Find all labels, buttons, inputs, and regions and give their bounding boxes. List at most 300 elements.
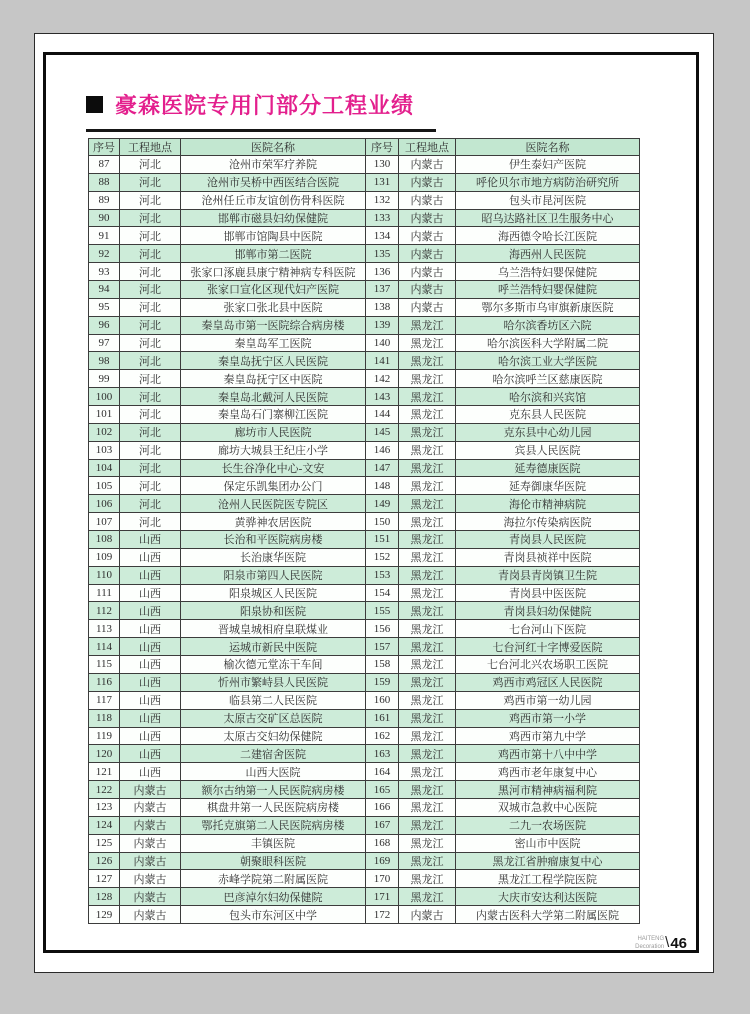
table-row [89,173,640,191]
location-cell: 山西 [120,531,181,549]
hospital-name-cell: 秦皇岛石门寨柳江医院 [181,406,366,424]
seq-cell: 159 [366,673,399,691]
location-cell: 山西 [120,584,181,602]
hospital-name-cell: 朝聚眼科医院 [181,852,366,870]
hospital-name-cell: 秦皇岛北戴河人民医院 [181,388,366,406]
location-cell: 河北 [120,263,181,281]
hospital-name-cell: 海伦市精神病院 [456,495,640,513]
location-cell: 河北 [120,173,181,191]
location-cell: 黑龙江 [399,423,456,441]
hospital-name-cell: 阳泉协和医院 [181,602,366,620]
location-cell: 山西 [120,566,181,584]
seq-cell: 168 [366,834,399,852]
seq-cell: 126 [89,852,120,870]
table-row [89,316,640,334]
seq-cell: 88 [89,173,120,191]
hospital-name-cell: 太原古交矿区总医院 [181,709,366,727]
table-row [89,781,640,799]
hospital-name-cell: 哈尔滨香坊区六院 [456,316,640,334]
location-cell: 内蒙古 [399,906,456,924]
seq-cell: 107 [89,513,120,531]
location-cell: 河北 [120,209,181,227]
seq-cell: 115 [89,656,120,674]
seq-cell: 146 [366,441,399,459]
table-row [89,334,640,352]
seq-cell: 145 [366,423,399,441]
table-row [89,763,640,781]
location-cell: 内蒙古 [399,191,456,209]
table-row [89,888,640,906]
seq-cell: 97 [89,334,120,352]
table-row [89,441,640,459]
hospital-name-cell: 长生谷净化中心-文安 [181,459,366,477]
seq-cell: 148 [366,477,399,495]
location-cell: 黑龙江 [399,370,456,388]
table-row [89,477,640,495]
hospital-name-cell: 鄂尔多斯市乌审旗新康医院 [456,298,640,316]
hospital-name-cell: 沧州人民医院医专院区 [181,495,366,513]
hospital-name-cell: 黑河市精神病福利院 [456,781,640,799]
seq-cell: 89 [89,191,120,209]
location-cell: 河北 [120,477,181,495]
seq-cell: 169 [366,852,399,870]
seq-cell: 139 [366,316,399,334]
hospital-name-cell: 青岗县妇幼保健院 [456,602,640,620]
location-cell: 河北 [120,513,181,531]
seq-cell: 124 [89,816,120,834]
location-cell: 黑龙江 [399,727,456,745]
location-cell: 山西 [120,602,181,620]
location-cell: 山西 [120,656,181,674]
seq-cell: 100 [89,388,120,406]
table-row [89,906,640,924]
table-header-row [89,139,640,156]
seq-cell: 167 [366,816,399,834]
location-cell: 黑龙江 [399,888,456,906]
seq-cell: 131 [366,173,399,191]
seq-cell: 165 [366,781,399,799]
hospital-name-cell: 哈尔滨呼兰区慈康医院 [456,370,640,388]
seq-cell: 164 [366,763,399,781]
hospital-name-cell: 七台河红十字博爱医院 [456,638,640,656]
header-seq: 序号 [366,139,399,156]
location-cell: 内蒙古 [399,263,456,281]
hospital-name-cell: 赤峰学院第二附属医院 [181,870,366,888]
seq-cell: 113 [89,620,120,638]
table-row [89,548,640,566]
location-cell: 河北 [120,406,181,424]
table-row [89,298,640,316]
location-cell: 黑龙江 [399,745,456,763]
brand-line-2: Decoration [635,943,665,950]
square-bullet-icon [86,96,103,113]
seq-cell: 170 [366,870,399,888]
hospital-name-cell: 临县第二人民医院 [181,691,366,709]
seq-cell: 114 [89,638,120,656]
hospital-name-cell: 太原古交妇幼保健院 [181,727,366,745]
location-cell: 内蒙古 [120,834,181,852]
seq-cell: 132 [366,191,399,209]
table-row [89,423,640,441]
seq-cell: 111 [89,584,120,602]
location-cell: 黑龙江 [399,513,456,531]
seq-cell: 149 [366,495,399,513]
location-cell: 内蒙古 [399,245,456,263]
hospital-name-cell: 青岗县中医医院 [456,584,640,602]
hospital-name-cell: 青岗县青岗镇卫生院 [456,566,640,584]
hospital-name-cell: 秦皇岛抚宁区人民医院 [181,352,366,370]
hospital-name-cell: 长治和平医院病房楼 [181,531,366,549]
hospital-name-cell: 延寿御康华医院 [456,477,640,495]
location-cell: 河北 [120,191,181,209]
brand-mark [635,936,664,951]
seq-cell: 158 [366,656,399,674]
table-row [89,745,640,763]
hospital-name-cell: 沧州任丘市友谊创伤骨科医院 [181,191,366,209]
seq-cell: 153 [366,566,399,584]
location-cell: 内蒙古 [399,209,456,227]
hospital-name-cell: 秦皇岛市第一医院综合病房楼 [181,316,366,334]
table-row [89,584,640,602]
hospital-name-cell: 黑龙江工程学院医院 [456,870,640,888]
hospital-name-cell: 二建宿舍医院 [181,745,366,763]
seq-cell: 147 [366,459,399,477]
location-cell: 黑龙江 [399,388,456,406]
seq-cell: 103 [89,441,120,459]
table-row [89,816,640,834]
seq-cell: 156 [366,620,399,638]
seq-cell: 98 [89,352,120,370]
location-cell: 内蒙古 [120,781,181,799]
hospital-name-cell: 大庆市安达利达医院 [456,888,640,906]
location-cell: 内蒙古 [399,227,456,245]
seq-cell: 119 [89,727,120,745]
location-cell: 山西 [120,745,181,763]
seq-cell: 109 [89,548,120,566]
seq-cell: 157 [366,638,399,656]
table-row [89,495,640,513]
hospital-name-cell: 沧州市吴桥中西医结合医院 [181,173,366,191]
hospital-name-cell: 七台河北兴农场职工医院 [456,656,640,674]
hospital-name-cell: 哈尔滨和兴宾馆 [456,388,640,406]
location-cell: 黑龙江 [399,352,456,370]
seq-cell: 151 [366,531,399,549]
hospital-name-cell: 秦皇岛抚宁区中医院 [181,370,366,388]
table-row [89,602,640,620]
seq-cell: 133 [366,209,399,227]
table-row [89,156,640,174]
table-row [89,370,640,388]
seq-cell: 93 [89,263,120,281]
table-row [89,834,640,852]
location-cell: 河北 [120,227,181,245]
seq-cell: 118 [89,709,120,727]
hospital-name-cell: 巴彦淖尔妇幼保健院 [181,888,366,906]
seq-cell: 160 [366,691,399,709]
seq-cell: 116 [89,673,120,691]
hospital-name-cell: 密山市中医院 [456,834,640,852]
hospital-name-cell: 伊生泰妇产医院 [456,156,640,174]
hospital-name-cell: 内蒙古医科大学第二附属医院 [456,906,640,924]
seq-cell: 163 [366,745,399,763]
seq-cell: 137 [366,281,399,299]
hospital-name-cell: 运城市新民中医院 [181,638,366,656]
location-cell: 河北 [120,352,181,370]
seq-cell: 104 [89,459,120,477]
seq-cell: 134 [366,227,399,245]
hospital-name-cell: 晋城皇城相府皇联煤业 [181,620,366,638]
location-cell: 黑龙江 [399,673,456,691]
location-cell: 黑龙江 [399,441,456,459]
table-row [89,798,640,816]
location-cell: 黑龙江 [399,709,456,727]
seq-cell: 105 [89,477,120,495]
seq-cell: 130 [366,156,399,174]
hospital-name-cell: 长治康华医院 [181,548,366,566]
seq-cell: 142 [366,370,399,388]
hospital-name-cell: 克东县中心幼儿园 [456,423,640,441]
table-row [89,638,640,656]
location-cell: 黑龙江 [399,638,456,656]
table-row [89,727,640,745]
seq-cell: 138 [366,298,399,316]
seq-cell: 101 [89,406,120,424]
footer [635,935,687,952]
location-cell: 内蒙古 [120,798,181,816]
hospital-name-cell: 哈尔滨工业大学医院 [456,352,640,370]
hospital-name-cell: 呼兰浩特妇婴保健院 [456,281,640,299]
hospital-name-cell: 张家口涿鹿县康宁精神病专科医院 [181,263,366,281]
seq-cell: 90 [89,209,120,227]
table-row [89,281,640,299]
hospital-name-cell: 张家口张北县中医院 [181,298,366,316]
hospital-name-cell: 邯郸市第二医院 [181,245,366,263]
location-cell: 黑龙江 [399,495,456,513]
page-title: 豪森医院专用门部分工程业绩 [115,93,415,118]
table-row [89,709,640,727]
location-cell: 内蒙古 [120,888,181,906]
location-cell: 河北 [120,298,181,316]
brand-slash-icon: \ [665,934,670,951]
header-location: 工程地点 [399,139,456,156]
hospital-name-cell: 廊坊大城县王纪庄小学 [181,441,366,459]
hospital-name-cell: 鸡西市第九中学 [456,727,640,745]
seq-cell: 162 [366,727,399,745]
seq-cell: 152 [366,548,399,566]
seq-cell: 135 [366,245,399,263]
location-cell: 黑龙江 [399,656,456,674]
table-row [89,620,640,638]
hospital-name-cell: 廊坊市人民医院 [181,423,366,441]
table-row [89,870,640,888]
location-cell: 山西 [120,620,181,638]
seq-cell: 121 [89,763,120,781]
hospital-name-cell: 青岗县祯祥中医院 [456,548,640,566]
hospital-name-cell: 额尔古纳第一人民医院病房楼 [181,781,366,799]
hospital-name-cell: 哈尔滨医科大学附属二院 [456,334,640,352]
seq-cell: 122 [89,781,120,799]
location-cell: 黑龙江 [399,602,456,620]
location-cell: 内蒙古 [120,816,181,834]
hospital-name-cell: 鸡西市老年康复中心 [456,763,640,781]
hospital-name-cell: 青岗县人民医院 [456,531,640,549]
seq-cell: 140 [366,334,399,352]
location-cell: 黑龙江 [399,691,456,709]
location-cell: 河北 [120,459,181,477]
table-row [89,406,640,424]
hospital-name-cell: 呼伦贝尔市地方病防治研究所 [456,173,640,191]
hospital-name-cell: 宾县人民医院 [456,441,640,459]
table-row [89,245,640,263]
location-cell: 黑龙江 [399,781,456,799]
seq-cell: 106 [89,495,120,513]
table-row [89,673,640,691]
seq-cell: 172 [366,906,399,924]
location-cell: 山西 [120,763,181,781]
hospital-name-cell: 昭乌达路社区卫生服务中心 [456,209,640,227]
seq-cell: 92 [89,245,120,263]
hospital-name-cell: 包头市昆河医院 [456,191,640,209]
table-row [89,513,640,531]
hospital-name-cell: 张家口宣化区现代妇产医院 [181,281,366,299]
location-cell: 黑龙江 [399,798,456,816]
seq-cell: 150 [366,513,399,531]
title-block [86,89,436,132]
table-row [89,263,640,281]
location-cell: 内蒙古 [120,870,181,888]
location-cell: 内蒙古 [120,906,181,924]
seq-cell: 95 [89,298,120,316]
location-cell: 黑龙江 [399,852,456,870]
seq-cell: 155 [366,602,399,620]
hospital-name-cell: 黑龙江省肿瘤康复中心 [456,852,640,870]
seq-cell: 129 [89,906,120,924]
projects-table [88,138,640,924]
location-cell: 河北 [120,370,181,388]
location-cell: 黑龙江 [399,620,456,638]
hospital-name-cell: 鸡西市第一小学 [456,709,640,727]
location-cell: 黑龙江 [399,816,456,834]
seq-cell: 94 [89,281,120,299]
hospital-name-cell: 海西州人民医院 [456,245,640,263]
seq-cell: 144 [366,406,399,424]
seq-cell: 125 [89,834,120,852]
seq-cell: 112 [89,602,120,620]
hospital-name-cell: 邯郸市馆陶县中医院 [181,227,366,245]
location-cell: 内蒙古 [399,298,456,316]
seq-cell: 102 [89,423,120,441]
hospital-name-cell: 棋盘井第一人民医院病房楼 [181,798,366,816]
table-row [89,388,640,406]
location-cell: 黑龙江 [399,334,456,352]
table-row [89,531,640,549]
hospital-name-cell: 克东县人民医院 [456,406,640,424]
location-cell: 山西 [120,638,181,656]
hospital-name-cell: 七台河山下医院 [456,620,640,638]
hospital-name-cell: 包头市东河区中学 [181,906,366,924]
location-cell: 内蒙古 [399,173,456,191]
seq-cell: 154 [366,584,399,602]
hospital-name-cell: 保定乐凯集团办公门 [181,477,366,495]
location-cell: 黑龙江 [399,316,456,334]
hospital-name-cell: 海西德令哈长江医院 [456,227,640,245]
seq-cell: 87 [89,156,120,174]
hospital-name-cell: 忻州市繁峙县人民医院 [181,673,366,691]
location-cell: 黑龙江 [399,763,456,781]
header-hospital-name: 医院名称 [456,139,640,156]
location-cell: 河北 [120,423,181,441]
table-row [89,656,640,674]
brand-line-1: HAITENG [637,936,665,942]
location-cell: 黑龙江 [399,566,456,584]
table-row [89,191,640,209]
location-cell: 河北 [120,281,181,299]
hospital-name-cell: 鄂托克旗第二人民医院病房楼 [181,816,366,834]
table-row [89,352,640,370]
table-row [89,227,640,245]
location-cell: 黑龙江 [399,870,456,888]
seq-cell: 91 [89,227,120,245]
seq-cell: 99 [89,370,120,388]
hospital-name-cell: 延寿德康医院 [456,459,640,477]
seq-cell: 166 [366,798,399,816]
location-cell: 黑龙江 [399,531,456,549]
location-cell: 河北 [120,441,181,459]
hospital-name-cell: 鸡西市第十八中中学 [456,745,640,763]
location-cell: 山西 [120,548,181,566]
location-cell: 河北 [120,156,181,174]
seq-cell: 141 [366,352,399,370]
table-row [89,566,640,584]
hospital-name-cell: 阳泉城区人民医院 [181,584,366,602]
seq-cell: 123 [89,798,120,816]
hospital-name-cell: 黄骅神农居医院 [181,513,366,531]
location-cell: 山西 [120,691,181,709]
seq-cell: 161 [366,709,399,727]
seq-cell: 117 [89,691,120,709]
hospital-name-cell: 二九一农场医院 [456,816,640,834]
document-page [34,33,714,973]
header-seq: 序号 [89,139,120,156]
seq-cell: 108 [89,531,120,549]
seq-cell: 171 [366,888,399,906]
location-cell: 山西 [120,673,181,691]
location-cell: 黑龙江 [399,548,456,566]
location-cell: 黑龙江 [399,834,456,852]
seq-cell: 120 [89,745,120,763]
location-cell: 黑龙江 [399,459,456,477]
location-cell: 山西 [120,709,181,727]
location-cell: 山西 [120,727,181,745]
seq-cell: 96 [89,316,120,334]
location-cell: 河北 [120,316,181,334]
hospital-name-cell: 双城市急救中心医院 [456,798,640,816]
hospital-name-cell: 榆次德元堂冻干车间 [181,656,366,674]
seq-cell: 110 [89,566,120,584]
table-row [89,459,640,477]
location-cell: 内蒙古 [399,281,456,299]
location-cell: 黑龙江 [399,584,456,602]
hospital-name-cell: 山西大医院 [181,763,366,781]
location-cell: 河北 [120,334,181,352]
header-hospital-name: 医院名称 [181,139,366,156]
hospital-name-cell: 乌兰浩特妇婴保健院 [456,263,640,281]
hospital-name-cell: 沧州市荣军疗养院 [181,156,366,174]
hospital-name-cell: 鸡西市鸡冠区人民医院 [456,673,640,691]
hospital-name-cell: 秦皇岛军工医院 [181,334,366,352]
hospital-name-cell: 邯郸市磁县妇幼保健院 [181,209,366,227]
location-cell: 内蒙古 [399,156,456,174]
